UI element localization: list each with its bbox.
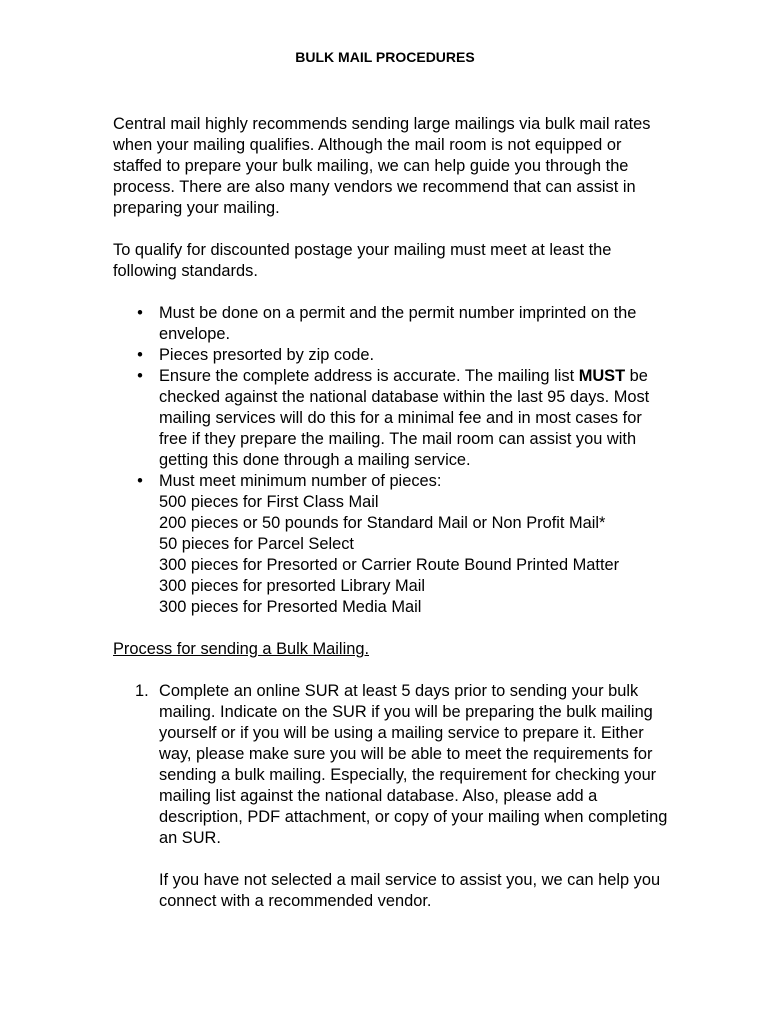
document-title: BULK MAIL PROCEDURES <box>295 49 475 65</box>
qualify-paragraph: To qualify for discounted postage your mailing must meet at least the following standards. <box>113 241 612 280</box>
document-body <box>113 114 673 912</box>
intro-paragraph: Central mail highly recommends sending large mailings via bulk mail rates when your mailing qualifies. Although the mail room is not equipped or staffed to prepare your bulk mailing, we can help guide you through the process. There are also many vendors we recommend that can assist in preparing your mailing. <box>113 115 651 217</box>
standard-address-pre: Ensure the complete address is accurate. The mailing list <box>159 367 579 385</box>
bullet-icon: • <box>137 346 143 364</box>
spacer <box>113 219 673 240</box>
must-emphasis: MUST <box>578 367 626 385</box>
list-item <box>113 303 673 345</box>
step-1-text: Complete an online SUR at least 5 days prior to sending your bulk mailing. Indicate on the SUR if you will be preparing the bulk mailing yourself or if you will be using a mailing service to prepare it. Either way, please make sure you will be able to meet the requirements for sending a bulk mailing. Especially, the requirement for checking your mailing list against the national database. Also, please add a description, PDF attachment, or copy of your mailing when completing an SUR. <box>159 682 668 847</box>
standard-minimum: Must meet minimum number of pieces: <box>159 472 442 490</box>
spacer <box>113 282 673 303</box>
minimum-media-mail: 300 pieces for Presorted Media Mail <box>159 598 422 616</box>
minimum-standard-mail: 200 pieces or 50 pounds for Standard Mail or Non Profit Mail* <box>159 514 606 532</box>
standard-address-post: be checked against the national database within the last 95 days. Most mailing services will do this for a minimal fee and in most cases for free if they prepare the mailing. The mail room can assist you with getting this done through a mailing service. <box>159 367 650 469</box>
step-number: 1. <box>135 682 149 700</box>
bullet-icon: • <box>137 304 143 322</box>
minimum-bound-printed-matter: 300 pieces for Presorted or Carrier Route Bound Printed Matter <box>159 556 620 574</box>
list-item <box>113 681 673 849</box>
standard-presort: Pieces presorted by zip code. <box>159 346 375 364</box>
spacer <box>113 849 673 870</box>
bullet-icon: • <box>137 367 143 385</box>
list-item <box>113 345 673 366</box>
step-1-followup: If you have not selected a mail service to assist you, we can help you connect with a recommended vendor. <box>159 871 661 910</box>
bullet-icon: • <box>137 472 143 490</box>
process-heading: Process for sending a Bulk Mailing. <box>113 640 369 658</box>
spacer <box>113 618 673 639</box>
minimum-parcel-select: 50 pieces for Parcel Select <box>159 535 354 553</box>
spacer <box>113 660 673 681</box>
minimum-first-class: 500 pieces for First Class Mail <box>159 493 379 511</box>
standards-list <box>113 303 673 618</box>
list-item <box>113 366 673 471</box>
minimum-library-mail: 300 pieces for presorted Library Mail <box>159 577 426 595</box>
list-item <box>113 471 673 618</box>
process-steps <box>113 681 673 849</box>
standard-permit: Must be done on a permit and the permit number imprinted on the envelope. <box>159 304 637 343</box>
